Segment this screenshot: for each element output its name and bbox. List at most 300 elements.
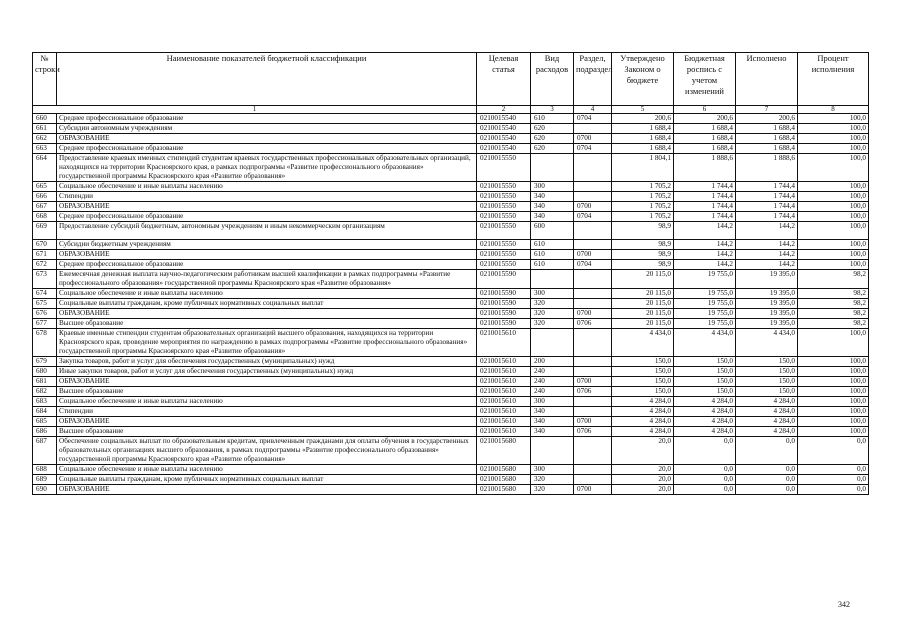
row-exp-type: 240 [531, 377, 574, 387]
row-exp-type: 300 [531, 397, 574, 407]
header-approved: Утверждено Законом о бюджете [612, 53, 674, 106]
row-percent: 100,0 [798, 182, 869, 192]
row-executed: 4 284,0 [736, 407, 798, 417]
row-approved: 20 115,0 [612, 289, 674, 299]
header-executed: Исполнено [736, 53, 798, 106]
table-row [33, 437, 869, 465]
row-budget: 150,0 [674, 367, 736, 377]
row-target: 0210015550 [477, 202, 531, 212]
row-name: Социальное обеспечение и иные выплаты населению [57, 289, 477, 299]
row-target: 0210015590 [477, 270, 531, 289]
table-row [33, 465, 869, 475]
row-percent: 0,0 [798, 485, 869, 495]
col-number: 3 [531, 106, 574, 114]
row-target: 0210015540 [477, 134, 531, 144]
row-target: 0210015550 [477, 212, 531, 222]
row-name: Стипендии [57, 192, 477, 202]
header-budget-list: Бюджетная роспись с учетом изменений [674, 53, 736, 106]
row-number: 671 [33, 250, 57, 260]
row-exp-type: 600 [531, 222, 574, 240]
row-number: 662 [33, 134, 57, 144]
row-number: 668 [33, 212, 57, 222]
row-percent: 0,0 [798, 437, 869, 465]
row-exp-type [531, 270, 574, 289]
row-section: 0706 [574, 387, 612, 397]
row-executed: 144,2 [736, 260, 798, 270]
row-target: 0210015680 [477, 475, 531, 485]
row-percent: 100,0 [798, 377, 869, 387]
table-row [33, 134, 869, 144]
row-name: Предоставление краевых именных стипендий студентам краевых государственных профессиональных образовательных организаций, находящихся на территории Красноярского края, в рамках подпрограммы «Развитие профессионального образования» государственной программы Красноярского края «Развитие образования» [57, 154, 477, 182]
row-budget: 1 888,6 [674, 154, 736, 182]
row-approved: 20 115,0 [612, 299, 674, 309]
row-percent: 100,0 [798, 417, 869, 427]
row-exp-type: 340 [531, 407, 574, 417]
row-percent: 0,0 [798, 475, 869, 485]
row-number: 687 [33, 437, 57, 465]
row-exp-type: 610 [531, 114, 574, 124]
col-number: 1 [33, 106, 477, 114]
row-budget: 1 688,4 [674, 134, 736, 144]
row-name: Среднее профессиональное образование [57, 212, 477, 222]
row-name: Краевые именные стипендии студентам образовательных организаций высшего образования, находящихся на территории Красноярского края, проведение мероприятия по награждению в рамках подпрограммы «Развитие профессионального образования» государственной программы Красноярского края «Развитие образования» [57, 329, 477, 357]
row-name: ОБРАЗОВАНИЕ [57, 377, 477, 387]
row-approved: 1 688,4 [612, 124, 674, 134]
row-section [574, 437, 612, 465]
row-budget: 0,0 [674, 485, 736, 495]
row-budget: 1 744,4 [674, 192, 736, 202]
row-target: 0210015610 [477, 427, 531, 437]
row-approved: 150,0 [612, 377, 674, 387]
col-number: 6 [674, 106, 736, 114]
table-row [33, 124, 869, 134]
row-budget: 4 284,0 [674, 427, 736, 437]
row-budget: 4 284,0 [674, 397, 736, 407]
row-budget: 19 755,0 [674, 319, 736, 329]
table-row [33, 407, 869, 417]
row-target: 0210015610 [477, 357, 531, 367]
row-target: 0210015550 [477, 222, 531, 240]
row-approved: 1 705,2 [612, 182, 674, 192]
row-exp-type: 620 [531, 134, 574, 144]
row-exp-type [531, 154, 574, 182]
row-percent: 100,0 [798, 192, 869, 202]
row-name: ОБРАЗОВАНИЕ [57, 134, 477, 144]
row-section [574, 182, 612, 192]
row-approved: 98,9 [612, 222, 674, 240]
row-section: 0704 [574, 144, 612, 154]
row-percent: 100,0 [798, 357, 869, 367]
row-target: 0210015540 [477, 114, 531, 124]
row-number: 678 [33, 329, 57, 357]
row-exp-type: 320 [531, 299, 574, 309]
row-budget: 144,2 [674, 222, 736, 240]
row-budget: 0,0 [674, 475, 736, 485]
row-section [574, 240, 612, 250]
row-section [574, 124, 612, 134]
row-exp-type: 320 [531, 309, 574, 319]
table-row [33, 377, 869, 387]
row-exp-type [531, 437, 574, 465]
col-number: 4 [574, 106, 612, 114]
row-budget: 4 284,0 [674, 417, 736, 427]
row-executed: 0,0 [736, 475, 798, 485]
row-exp-type: 200 [531, 357, 574, 367]
row-section [574, 357, 612, 367]
row-target: 0210015610 [477, 367, 531, 377]
row-target: 0210015550 [477, 192, 531, 202]
row-section [574, 222, 612, 240]
budget-table [32, 52, 869, 495]
row-percent: 100,0 [798, 134, 869, 144]
row-exp-type: 240 [531, 387, 574, 397]
row-section: 0706 [574, 427, 612, 437]
row-name: Иные закупки товаров, работ и услуг для обеспечения государственных (муниципальных) нужд [57, 367, 477, 377]
row-number: 689 [33, 475, 57, 485]
row-name: Субсидии автономным учреждениям [57, 124, 477, 134]
row-target: 0210015550 [477, 154, 531, 182]
row-executed: 0,0 [736, 465, 798, 475]
row-name: Высшее образование [57, 427, 477, 437]
row-section: 0700 [574, 377, 612, 387]
row-approved: 4 434,0 [612, 329, 674, 357]
row-budget: 19 755,0 [674, 299, 736, 309]
row-executed: 1 688,4 [736, 144, 798, 154]
row-section: 0706 [574, 319, 612, 329]
row-executed: 1 888,6 [736, 154, 798, 182]
row-target: 0210015610 [477, 377, 531, 387]
row-exp-type: 320 [531, 485, 574, 495]
row-number: 660 [33, 114, 57, 124]
row-name: Субсидии бюджетным учреждениям [57, 240, 477, 250]
row-approved: 4 284,0 [612, 417, 674, 427]
table-row [33, 387, 869, 397]
row-approved: 1 705,2 [612, 212, 674, 222]
row-number: 688 [33, 465, 57, 475]
row-budget: 1 744,4 [674, 182, 736, 192]
row-number: 680 [33, 367, 57, 377]
row-number: 672 [33, 260, 57, 270]
row-approved: 1 688,4 [612, 144, 674, 154]
row-target: 0210015610 [477, 397, 531, 407]
header-name: Наименование показателей бюджетной классификации [57, 53, 477, 106]
row-executed: 200,6 [736, 114, 798, 124]
row-section: 0704 [574, 114, 612, 124]
row-budget: 0,0 [674, 437, 736, 465]
table-row [33, 475, 869, 485]
row-executed: 4 434,0 [736, 329, 798, 357]
header-percent: Процент исполнения [798, 53, 869, 106]
table-row [33, 299, 869, 309]
row-executed: 1 688,4 [736, 124, 798, 134]
row-name: ОБРАЗОВАНИЕ [57, 417, 477, 427]
row-number: 670 [33, 240, 57, 250]
row-executed: 144,2 [736, 240, 798, 250]
row-number: 667 [33, 202, 57, 212]
row-number: 683 [33, 397, 57, 407]
row-executed: 150,0 [736, 357, 798, 367]
row-exp-type: 340 [531, 202, 574, 212]
row-executed: 19 395,0 [736, 309, 798, 319]
row-name: ОБРАЗОВАНИЕ [57, 309, 477, 319]
table-row [33, 114, 869, 124]
row-name: Высшее образование [57, 387, 477, 397]
table-row [33, 182, 869, 192]
row-percent: 100,0 [798, 397, 869, 407]
row-section [574, 397, 612, 407]
row-budget: 144,2 [674, 250, 736, 260]
row-number: 685 [33, 417, 57, 427]
row-exp-type: 610 [531, 250, 574, 260]
table-row [33, 329, 869, 357]
row-section: 0700 [574, 309, 612, 319]
row-percent: 100,0 [798, 240, 869, 250]
row-budget: 4 434,0 [674, 329, 736, 357]
row-name: Предоставление субсидий бюджетным, автономным учреждениям и иным некоммерческим организациям [57, 222, 477, 240]
row-target: 0210015590 [477, 309, 531, 319]
row-target: 0210015610 [477, 329, 531, 357]
row-executed: 1 744,4 [736, 202, 798, 212]
row-executed: 19 395,0 [736, 299, 798, 309]
row-approved: 1 804,1 [612, 154, 674, 182]
row-section [574, 465, 612, 475]
col-number: 8 [798, 106, 869, 114]
row-budget: 4 284,0 [674, 407, 736, 417]
row-executed: 1 744,4 [736, 182, 798, 192]
row-exp-type: 300 [531, 289, 574, 299]
row-target: 0210015680 [477, 437, 531, 465]
row-target: 0210015550 [477, 260, 531, 270]
row-executed: 19 395,0 [736, 289, 798, 299]
row-name: Социальное обеспечение и иные выплаты населению [57, 397, 477, 407]
row-approved: 98,9 [612, 250, 674, 260]
row-approved: 4 284,0 [612, 397, 674, 407]
row-budget: 1 744,4 [674, 212, 736, 222]
row-approved: 20 115,0 [612, 309, 674, 319]
row-section [574, 154, 612, 182]
row-name: Среднее профессиональное образование [57, 114, 477, 124]
row-percent: 100,0 [798, 260, 869, 270]
row-name: ОБРАЗОВАНИЕ [57, 485, 477, 495]
row-number: 690 [33, 485, 57, 495]
table-row [33, 427, 869, 437]
table-row [33, 212, 869, 222]
row-section [574, 270, 612, 289]
row-section [574, 407, 612, 417]
row-number: 679 [33, 357, 57, 367]
row-target: 0210015610 [477, 387, 531, 397]
row-approved: 98,9 [612, 260, 674, 270]
row-number: 674 [33, 289, 57, 299]
row-approved: 20 115,0 [612, 270, 674, 289]
row-approved: 1 705,2 [612, 192, 674, 202]
row-exp-type: 620 [531, 124, 574, 134]
row-budget: 1 744,4 [674, 202, 736, 212]
row-percent: 98,2 [798, 299, 869, 309]
row-name: Высшее образование [57, 319, 477, 329]
row-exp-type [531, 329, 574, 357]
row-executed: 1 744,4 [736, 192, 798, 202]
row-approved: 1 705,2 [612, 202, 674, 212]
row-number: 665 [33, 182, 57, 192]
row-number: 673 [33, 270, 57, 289]
row-percent: 100,0 [798, 427, 869, 437]
row-percent: 100,0 [798, 222, 869, 240]
row-executed: 150,0 [736, 377, 798, 387]
row-percent: 100,0 [798, 154, 869, 182]
row-number: 669 [33, 222, 57, 240]
table-row [33, 270, 869, 289]
col-number: 7 [736, 106, 798, 114]
row-exp-type: 320 [531, 319, 574, 329]
row-exp-type: 300 [531, 182, 574, 192]
row-section: 0704 [574, 260, 612, 270]
table-row [33, 154, 869, 182]
row-approved: 150,0 [612, 387, 674, 397]
row-percent: 100,0 [798, 407, 869, 417]
row-section [574, 329, 612, 357]
row-section: 0700 [574, 485, 612, 495]
header-row [33, 53, 869, 106]
row-number: 666 [33, 192, 57, 202]
row-section [574, 299, 612, 309]
row-target: 0210015540 [477, 124, 531, 134]
row-percent: 100,0 [798, 144, 869, 154]
row-exp-type: 340 [531, 427, 574, 437]
table-row [33, 202, 869, 212]
row-section: 0704 [574, 212, 612, 222]
col-number: 5 [612, 106, 674, 114]
row-percent: 98,2 [798, 319, 869, 329]
row-budget: 19 755,0 [674, 270, 736, 289]
row-budget: 150,0 [674, 377, 736, 387]
row-exp-type: 340 [531, 417, 574, 427]
row-target: 0210015590 [477, 319, 531, 329]
row-budget: 0,0 [674, 465, 736, 475]
row-section: 0700 [574, 202, 612, 212]
row-name: Социальное обеспечение и иные выплаты населению [57, 182, 477, 192]
table-row [33, 240, 869, 250]
row-approved: 150,0 [612, 357, 674, 367]
table-row [33, 289, 869, 299]
row-budget: 150,0 [674, 357, 736, 367]
row-budget: 19 755,0 [674, 289, 736, 299]
row-executed: 4 284,0 [736, 417, 798, 427]
table-row [33, 144, 869, 154]
row-budget: 144,2 [674, 240, 736, 250]
table-row [33, 250, 869, 260]
table-row [33, 417, 869, 427]
row-executed: 144,2 [736, 222, 798, 240]
row-target: 0210015550 [477, 240, 531, 250]
row-approved: 200,6 [612, 114, 674, 124]
row-percent: 100,0 [798, 212, 869, 222]
row-section [574, 192, 612, 202]
row-exp-type: 320 [531, 475, 574, 485]
row-executed: 19 395,0 [736, 319, 798, 329]
row-number: 675 [33, 299, 57, 309]
row-exp-type: 340 [531, 192, 574, 202]
table-row [33, 192, 869, 202]
row-approved: 1 688,4 [612, 134, 674, 144]
row-name: ОБРАЗОВАНИЕ [57, 250, 477, 260]
row-exp-type: 610 [531, 260, 574, 270]
row-name: Среднее профессиональное образование [57, 144, 477, 154]
row-exp-type: 620 [531, 144, 574, 154]
row-executed: 1 688,4 [736, 134, 798, 144]
row-approved: 20 115,0 [612, 319, 674, 329]
row-target: 0210015680 [477, 485, 531, 495]
row-target: 0210015590 [477, 289, 531, 299]
row-target: 0210015680 [477, 465, 531, 475]
row-executed: 144,2 [736, 250, 798, 260]
table-row [33, 319, 869, 329]
row-section: 0700 [574, 134, 612, 144]
row-target: 0210015550 [477, 182, 531, 192]
row-executed: 1 744,4 [736, 212, 798, 222]
header-section: Раздел, подраздел [574, 53, 612, 106]
row-name: Социальные выплаты гражданам, кроме публичных нормативных социальных выплат [57, 475, 477, 485]
row-exp-type: 610 [531, 240, 574, 250]
row-approved: 4 284,0 [612, 427, 674, 437]
row-approved: 20,0 [612, 465, 674, 475]
row-percent: 100,0 [798, 367, 869, 377]
row-target: 0210015610 [477, 407, 531, 417]
row-number: 664 [33, 154, 57, 182]
row-name: Среднее профессиональное образование [57, 260, 477, 270]
row-executed: 0,0 [736, 485, 798, 495]
row-percent: 0,0 [798, 465, 869, 475]
row-executed: 19 395,0 [736, 270, 798, 289]
row-target: 0210015610 [477, 417, 531, 427]
row-executed: 4 284,0 [736, 397, 798, 407]
row-name: Закупка товаров, работ и услуг для обеспечения государственных (муниципальных) нужд [57, 357, 477, 367]
row-number: 684 [33, 407, 57, 417]
row-name: Социальные выплаты гражданам, кроме публичных нормативных социальных выплат [57, 299, 477, 309]
row-approved: 4 284,0 [612, 407, 674, 417]
row-number: 663 [33, 144, 57, 154]
row-target: 0210015590 [477, 299, 531, 309]
table-row [33, 309, 869, 319]
row-target: 0210015550 [477, 250, 531, 260]
row-budget: 150,0 [674, 387, 736, 397]
row-budget: 200,6 [674, 114, 736, 124]
row-number: 682 [33, 387, 57, 397]
table-row [33, 397, 869, 407]
row-number: 676 [33, 309, 57, 319]
row-budget: 144,2 [674, 260, 736, 270]
row-executed: 150,0 [736, 367, 798, 377]
row-percent: 98,2 [798, 270, 869, 289]
row-number: 681 [33, 377, 57, 387]
row-name: ОБРАЗОВАНИЕ [57, 202, 477, 212]
row-section [574, 367, 612, 377]
row-name: Стипендии [57, 407, 477, 417]
table-row [33, 485, 869, 495]
row-section [574, 475, 612, 485]
table-row [33, 357, 869, 367]
table-row [33, 260, 869, 270]
header-row-no: № строки [33, 53, 57, 106]
col-number: 2 [477, 106, 531, 114]
row-percent: 100,0 [798, 387, 869, 397]
row-executed: 4 284,0 [736, 427, 798, 437]
header-exp-type: Вид расходов [531, 53, 574, 106]
row-executed: 150,0 [736, 387, 798, 397]
row-approved: 20,0 [612, 475, 674, 485]
row-percent: 100,0 [798, 114, 869, 124]
row-name: Обеспечение социальных выплат по образовательным кредитам, привлеченным гражданами для оплаты обучения в государственных образовательных организациях высшего образования, в рамках подпрограммы «Развитие профессионального образования» государственной программы Красноярского края «Развитие образования» [57, 437, 477, 465]
